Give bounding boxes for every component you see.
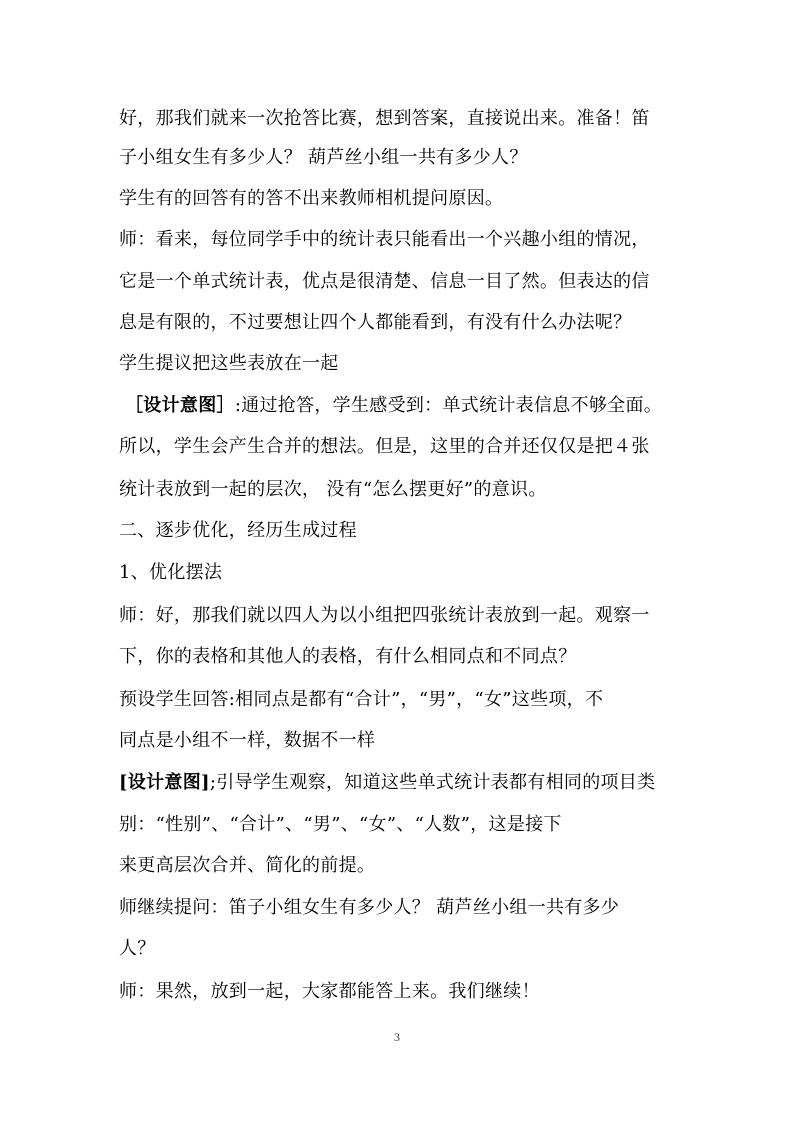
text-line: 统计表放到一起的层次， 没有“怎么摆更好”的意识。 — [119, 479, 547, 500]
design-intent-text: :通过抢答，学生感受到：单式统计表信息不够全面。 — [234, 395, 663, 416]
subsection-heading: 1、优化摆法 — [119, 562, 223, 583]
text-line: 它是一个单式统计表，优点是很清楚、信息一目了然。但表达的信 — [119, 271, 650, 292]
text-line: 师继续提问：笛子小组女生有多少人？ 葫芦丝小组一共有多少 — [119, 897, 620, 918]
text-line: 学生提议把这些表放在一起 — [119, 353, 339, 374]
text-line: 预设学生回答:相同点是都有“合计”，“男”，“女”这些项，不 — [119, 689, 604, 710]
text-line: 同点是小组不一样，数据不一样 — [119, 730, 376, 751]
text-line: 下，你的表格和其他人的表格，有什么相同点和不同点？ — [119, 646, 577, 667]
text-line: 别：“性别”、“合计”、“男”、“女”、“人数”，这是接下 — [119, 814, 562, 835]
text-line: 所以，学生会产生合并的想法。但是，这里的合并还仅仅是把４张 — [119, 436, 650, 457]
text-line: 来更高层次合并、简化的前提。 — [119, 855, 376, 876]
design-intent-text: ;引导学生观察，知道这些单式统计表都有相同的项目类 — [209, 772, 656, 793]
design-intent-label: ［设计意图］ — [125, 395, 235, 416]
text-line: 好，那我们就来一次抢答比赛，想到答案，直接说出来。准备！笛 — [119, 108, 650, 129]
design-intent-paragraph — [125, 394, 695, 418]
text-line: 人？ — [119, 938, 156, 959]
text-line: 师：果然，放到一起，大家都能答上来。我们继续！ — [119, 981, 540, 1002]
text-line: 师：看来，每位同学手中的统计表只能看出一个兴趣小组的情况， — [119, 229, 650, 250]
design-intent-label: [设计意图] — [119, 772, 210, 793]
text-line: 学生有的回答有的答不出来教师相机提问原因。 — [119, 188, 504, 209]
text-line: 息是有限的，不过要想让四个人都能看到，有没有什么办法呢？ — [119, 312, 632, 333]
design-intent-paragraph — [119, 771, 689, 795]
text-line: 师：好，那我们就以四人为以小组把四张统计表放到一起。观察一 — [119, 605, 650, 626]
section-heading: 二、逐步优化，经历生成过程 — [119, 520, 357, 541]
page-number: 3 — [394, 1030, 400, 1044]
text-line: 子小组女生有多少人？ 葫芦丝小组一共有多少人？ — [119, 147, 528, 168]
